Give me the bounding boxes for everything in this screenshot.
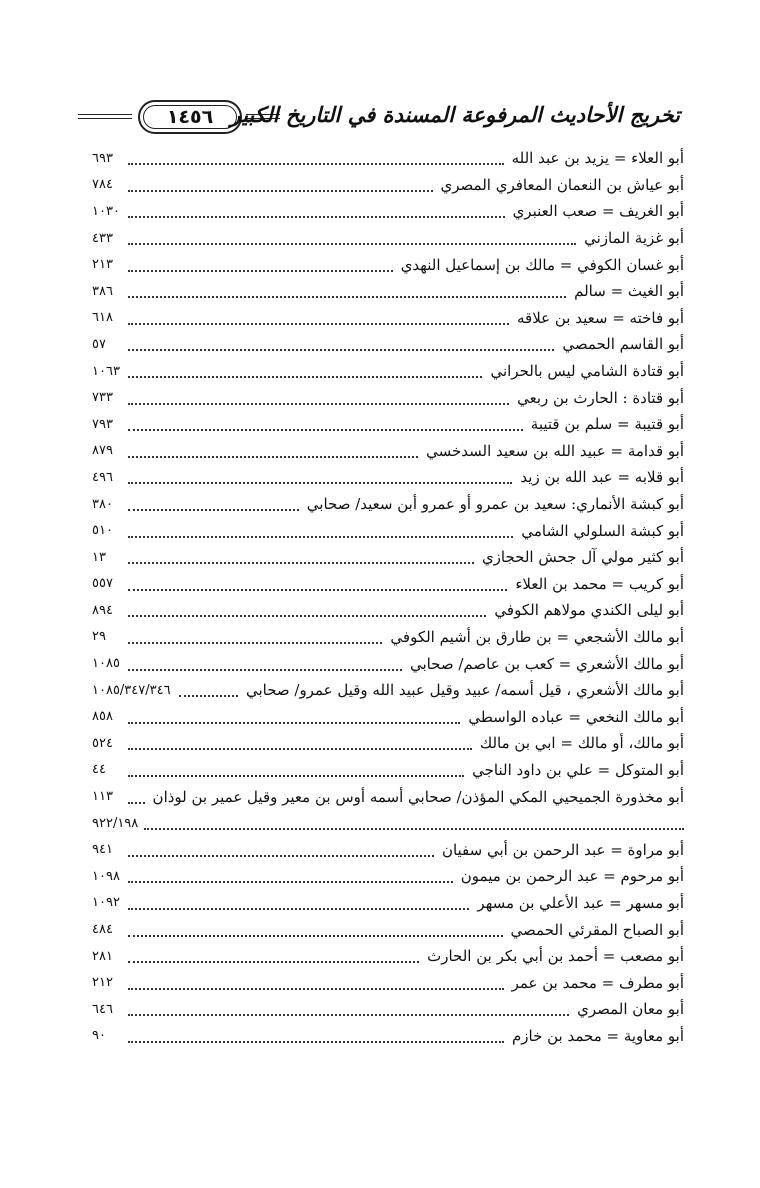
entry-page-ref: ٩٤١ [92,842,113,858]
entry-name: أبو القاسم الحمصي [562,335,684,354]
name-index-list [92,145,684,1049]
entry-name: أبو غزية المازني [584,229,684,248]
dot-leader [128,757,464,777]
entry-name: أبو عياش بن النعمان المعافري المصري [440,175,684,194]
entry-page-ref: ١٠٩٨ [92,868,120,884]
index-entry [92,384,684,411]
entry-page-ref: ٥٥٧ [92,576,113,592]
index-entry [92,544,684,571]
index-entry [92,677,684,704]
entry-name: أبو كبشة الأنماري: سعيد بن عمرو أو عمرو أبن سعيد/ صحابي [306,495,684,514]
entry-page-ref: ٢٩ [92,629,106,645]
index-entry [92,996,684,1023]
dot-leader [128,943,419,963]
dot-leader [128,571,507,591]
index-entry [92,624,684,651]
entry-page-ref: ٤٣٣ [92,230,113,246]
dot-leader [128,305,509,325]
entry-page-ref: ٥١٠ [92,523,113,539]
book-title: تخريج الأحاديث المرفوعة المسندة في التاريخ الكبير [230,102,680,127]
index-entry [92,863,684,890]
entry-page-ref: ١٠٣٠ [92,203,120,219]
entry-name: أبو معاوية = محمد بن خازم [511,1026,684,1045]
dot-leader [128,172,433,192]
index-entry [92,943,684,970]
index-entry [92,411,684,438]
entry-page-ref: ٦١٨ [92,310,113,326]
index-entry [92,703,684,730]
index-entry [92,969,684,996]
entry-name: أبو الغريف = صعب العنبري [512,202,684,221]
dot-leader [128,278,566,298]
index-entry [92,836,684,863]
dot-leader [128,145,504,165]
dot-leader [128,198,505,218]
index-entry [92,464,684,491]
index-entry [92,331,684,358]
index-entry [92,172,684,199]
index-entry [92,198,684,225]
entry-name: أبو العلاء = يزيد بن عبد الله [511,149,684,168]
entry-name: أبو كثير مولي آل جحش الحجازي [481,548,684,567]
entry-name: أبو الغيث = سالم [574,282,684,301]
entry-name: أبو مالك الأشجعي = بن طارق بن أشيم الكوفي [390,627,684,646]
dot-leader [179,677,238,697]
dot-leader [128,252,393,272]
index-entry [92,225,684,252]
index-continuation-row [92,810,684,837]
entry-page-ref: ٤٩٦ [92,469,113,485]
index-entry [92,890,684,917]
index-entry [92,650,684,677]
dot-leader [144,810,684,830]
index-entry [92,730,684,757]
dot-leader [128,624,382,644]
entry-name: أبو مخذورة الجميحيي المكي المؤذن/ صحابي أسمه أوس بن معير وقيل عمير بن لوذان [152,787,684,806]
entry-name: أبو مطرف = محمد بن عمر [511,973,684,992]
dot-leader [128,917,503,937]
entry-name: أبو قتيبة = سلم بن قتيبة [530,415,684,434]
entry-page-ref: ٣٨٦ [92,283,113,299]
entry-page-ref: ٢١٢ [92,975,113,991]
entry-page-ref: ١٠٨٥/٣٤٧/٣٤٦ [92,682,171,698]
index-entry [92,597,684,624]
index-entry [92,491,684,518]
index-entry [92,1023,684,1050]
dot-leader [128,1023,504,1043]
dot-leader [128,784,145,804]
entry-name: أبو قلابه = عبد الله بن زيد [520,468,684,487]
dot-leader [128,518,513,538]
entry-page-ref: ١١٣ [92,789,113,805]
entry-page-ref: ٥٢٤ [92,735,113,751]
entry-name: أبو مسهر = عبد الأعلي بن مسهر [477,893,684,912]
dot-leader [128,730,472,750]
index-entry [92,916,684,943]
entry-name: أبو كريب = محمد بن العلاء [515,574,684,593]
entry-page-ref: ٤٨٤ [92,922,113,938]
entry-name: أبو قتادة الشامي ليس بالحراني [490,362,684,381]
entry-page-ref: ٩٠ [92,1028,106,1044]
page-header [78,98,680,138]
dot-leader [128,411,523,431]
index-entry [92,783,684,810]
entry-name: أبو مرحوم = عبد الرحمن بن ميمون [460,867,684,886]
dot-leader [128,464,512,484]
dot-leader [128,331,554,351]
dot-leader [128,385,509,405]
entry-name: أبو مراوة = عبد الرحمن بن أبي سفيان [441,840,684,859]
dot-leader [128,837,434,857]
entry-page-ref: ٣٨٠ [92,496,113,512]
index-entry [92,145,684,172]
entry-name: أبو فاخته = سعيد بن علاقه [517,308,684,327]
header-rule-left [78,114,132,119]
entry-page-ref: ١٣ [92,549,106,565]
dot-leader [128,890,469,910]
dot-leader [128,970,504,990]
entry-page-ref: ٧٨٤ [92,177,113,193]
index-entry [92,358,684,385]
entry-name: أبو ليلى الكندي مولاهم الكوفي [494,601,684,620]
entry-page-ref: ٨٥٨ [92,709,113,725]
entry-page-ref: ٨٩٤ [92,602,113,618]
entry-name: أبو معان المصري [577,1000,684,1019]
index-entry [92,305,684,332]
entry-page-ref: ٦٩٣ [92,150,113,166]
index-entry [92,278,684,305]
entry-page-ref: ٥٧ [92,336,106,352]
entry-page-ref: ١٠٨٥ [92,656,120,672]
entry-name: أبو مالك الأشعري = كعب بن عاصم/ صحابي [409,654,684,673]
entry-name: أبو غسان الكوفي = مالك بن إسماعيل النهدي [400,255,684,274]
index-entry [92,571,684,598]
entry-name: أبو مالك النخعي = عباده الواسطي [468,707,684,726]
dot-leader [128,651,402,671]
index-entry [92,517,684,544]
entry-page-ref: ١٠٩٢ [92,895,120,911]
entry-page-ref: ٧٩٣ [92,416,113,432]
page-number: ١٤٥٦ [143,105,237,129]
entry-page-ref: ٦٤٦ [92,1001,113,1017]
entry-name: أبو مصعب = أحمد بن أبي بكر بن الحارث [427,947,684,966]
entry-name: أبو مالك الأشعري ، قيل أسمه/ عبيد وقيل عبيد الله وقيل عمرو/ صحابي [245,681,684,700]
entry-page-ref: ١٠٦٣ [92,363,120,379]
entry-page-ref: ٢١٣ [92,257,113,273]
index-entry [92,438,684,465]
entry-page-ref: ٤٤ [92,762,106,778]
entry-name: أبو المتوكل = علي بن داود الناجي [472,760,684,779]
dot-leader [128,544,474,564]
dot-leader [128,358,482,378]
entry-name: أبو الصباح المقرئي الحمصي [510,920,684,939]
entry-name: أبو قدامة = عبيد الله بن سعيد السدخسي [426,441,684,460]
entry-name: أبو قتادة : الحارث بن ربعي [517,388,684,407]
dot-leader [128,996,569,1016]
dot-leader [128,491,299,511]
entry-page-ref: ٢٨١ [92,948,113,964]
entry-name: أبو كبشة السلولي الشامي [521,521,684,540]
dot-leader [128,438,418,458]
entry-page-ref: ٩٢٢/١٩٨ [92,815,139,831]
entry-page-ref: ٧٣٣ [92,390,113,406]
dot-leader [128,225,576,245]
index-entry [92,757,684,784]
entry-name: أبو مالك، أو مالك = ابي بن مالك [479,734,684,753]
page-number-frame [138,100,242,134]
index-entry [92,251,684,278]
dot-leader [128,597,486,617]
dot-leader [128,863,453,883]
dot-leader [128,704,460,724]
entry-page-ref: ٨٧٩ [92,443,113,459]
